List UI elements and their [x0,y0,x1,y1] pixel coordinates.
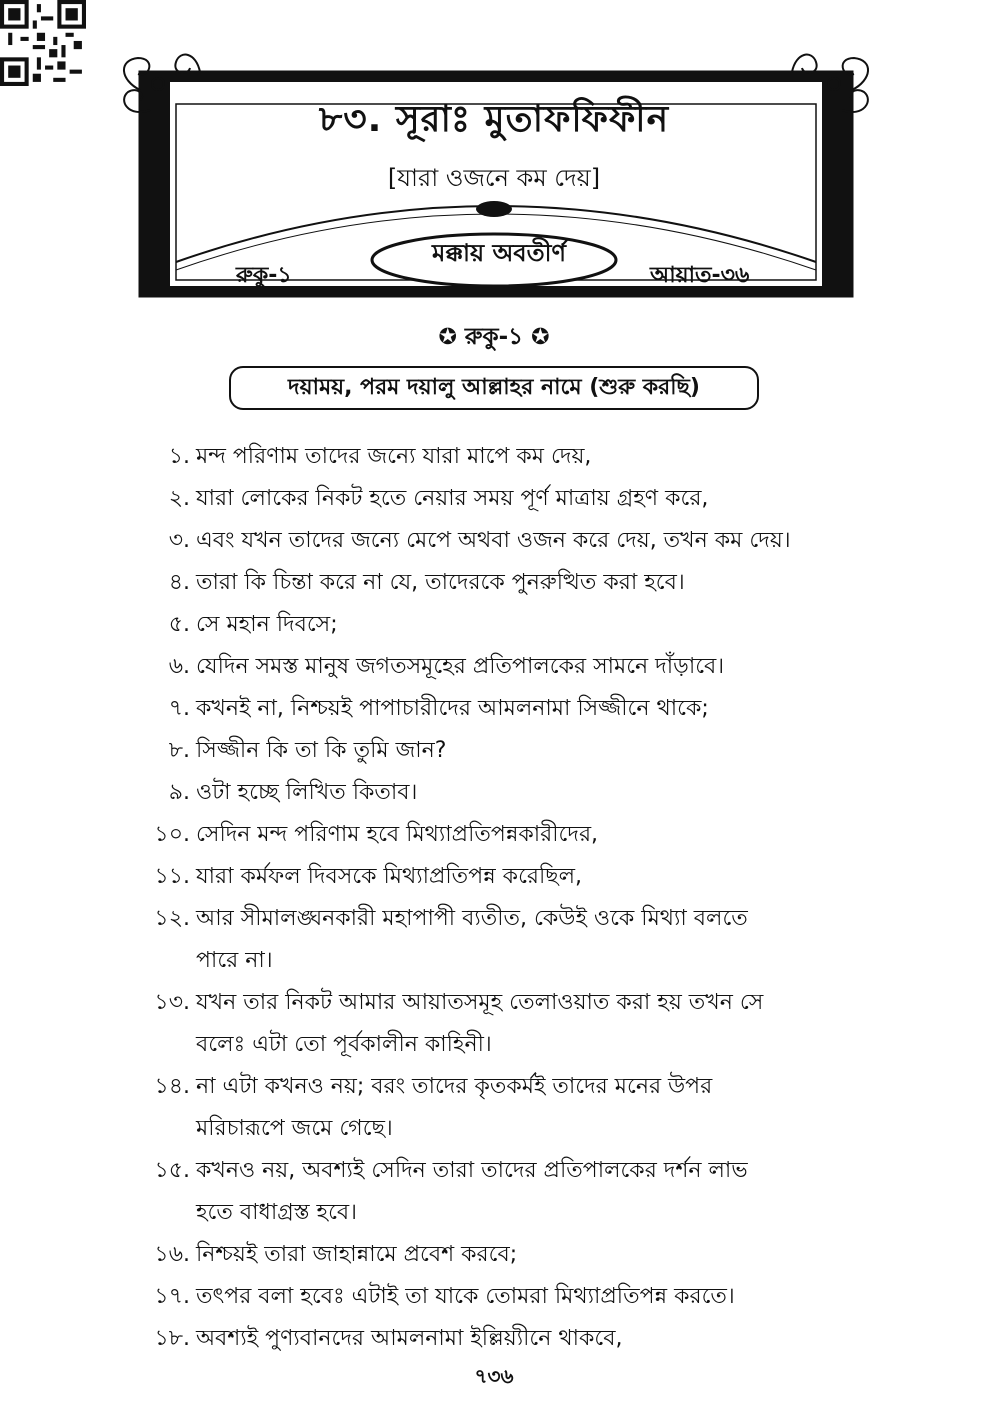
verse-text-line: হতে বাধাগ্রস্ত হবে। [196,1200,358,1225]
verse-number: ১০. [154,822,190,847]
ruku-heading [0,318,988,357]
verse-item [130,772,870,814]
verse-number: ৯. [168,780,190,805]
verse-text-line: মন্দ পরিণাম তাদের জন্যে যারা মাপে কম দেয়, [196,444,592,469]
verse-item [130,982,870,1066]
verse-number: ৬. [168,654,190,679]
verse-item [130,520,870,562]
verse-item [130,478,870,520]
verse-text-line: ওটা হচ্ছে লিখিত কিতাব। [196,780,418,805]
verse-item [130,604,870,646]
ruku-count: রুকু-১ [236,263,292,288]
verse-item [130,688,870,730]
verse-text-line: যারা লোকের নিকট হতে নেয়ার সময় পূর্ণ মাত্রায় গ্রহণ করে, [196,486,709,511]
star-icon: ✪ [531,325,550,350]
verse-text-line: সিজ্জীন কি তা কি তুমি জান? [196,738,447,763]
verse-item [130,1066,870,1150]
verse-number: ১৫. [154,1158,190,1183]
verse-text-line: কখনও নয়, অবশ্যই সেদিন তারা তাদের প্রতিপালকের দর্শন লাভ [196,1158,748,1183]
verse-text-line: তারা কি চিন্তা করে না যে, তাদেরকে পুনরুত্থিত করা হবে। [196,570,685,595]
verse-item [130,1150,870,1234]
verse-text-line: যখন তার নিকট আমার আয়াতসমূহ তেলাওয়াত করা হয় তখন সে [196,990,764,1015]
verse-text-line: নিশ্চয়ই তারা জাহান্নামে প্রবেশ করবে; [196,1242,518,1267]
verse-item [130,1276,870,1318]
verse-text-line: যারা কর্মফল দিবসকে মিথ্যাপ্রতিপন্ন করেছিল, [196,864,583,889]
verse-number: ১৭. [154,1284,190,1309]
verse-item [130,562,870,604]
ruku-heading-label: রুকু-১ [464,324,524,350]
verse-item [130,730,870,772]
verse-item [130,814,870,856]
page-number: ৭৩৬ [474,1364,514,1388]
verse-text-line: তৎপর বলা হবেঃ এটাই তা যাকে তোমরা মিথ্যাপ্রতিপন্ন করতে। [196,1284,735,1309]
surah-title: ৮৩. সূরাঃ মুতাফফিফীন [318,99,670,140]
verse-number: ১. [168,444,190,469]
verse-number: ১১. [154,864,190,889]
verse-text-line: না এটা কখনও নয়; বরং তাদের কৃতকর্মই তাদের মনের উপর [196,1074,713,1099]
verse-text-line: এবং যখন তাদের জন্যে মেপে অথবা ওজন করে দেয়, তখন কম দেয়। [196,528,791,553]
verse-number: ১৮. [154,1326,190,1351]
surah-subtitle: [যারা ওজনে কম দেয়] [387,164,601,192]
verse-number: ৮. [168,738,190,763]
verse-number: ৩. [168,528,190,553]
verse-text-line: অবশ্যই পুণ্যবানদের আমলনামা ইল্লিয়্যীনে থাকবে, [196,1326,623,1351]
verse-item [130,1318,870,1360]
ayat-count: আয়াত-৩৬ [650,263,750,288]
verse-number: ৪. [168,570,190,595]
surah-header-frame [0,0,988,310]
verse-number: ১৪. [154,1074,190,1099]
verse-text-line: মরিচারূপে জমে গেছে। [196,1116,393,1141]
verse-text-line: সে মহান দিবসে; [196,612,338,637]
verse-item [130,856,870,898]
verse-item [130,1234,870,1276]
verse-number: ১৩. [154,990,190,1015]
verse-item [130,646,870,688]
verse-number: ১৬. [154,1242,190,1267]
verse-text-line: যেদিন সমস্ত মানুষ জগতসমূহের প্রতিপালকের সামনে দাঁড়াবে। [196,654,725,679]
verse-item [130,898,870,982]
verse-text-line: সেদিন মন্দ পরিণাম হবে মিথ্যাপ্রতিপন্নকারীদের, [196,822,599,847]
verse-text-line: আর সীমালঙ্ঘনকারী মহাপাপী ব্যতীত, কেউই ওকে মিথ্যা বলতে [196,906,748,931]
qr-code-right [0,0,86,86]
verse-number: ৭. [168,696,190,721]
verse-number: ৫. [168,612,190,637]
verse-text-line: বলেঃ এটা তো পূর্বকালীন কাহিনী। [196,1032,492,1057]
verse-number: ১২. [154,906,190,931]
bismillah-box: দয়াময়, পরম দয়ালু আল্লাহর নামে (শুরু করছি) [229,366,759,410]
revelation-place: মক্কায় অবতীর্ণ [432,239,566,267]
verse-text-line: পারে না। [196,948,273,973]
verse-number: ২. [168,486,190,511]
star-icon: ✪ [438,325,457,350]
verse-item [130,436,870,478]
verse-text-line: কখনই না, নিশ্চয়ই পাপাচারীদের আমলনামা সিজ্জীনে থাকে; [196,696,709,721]
